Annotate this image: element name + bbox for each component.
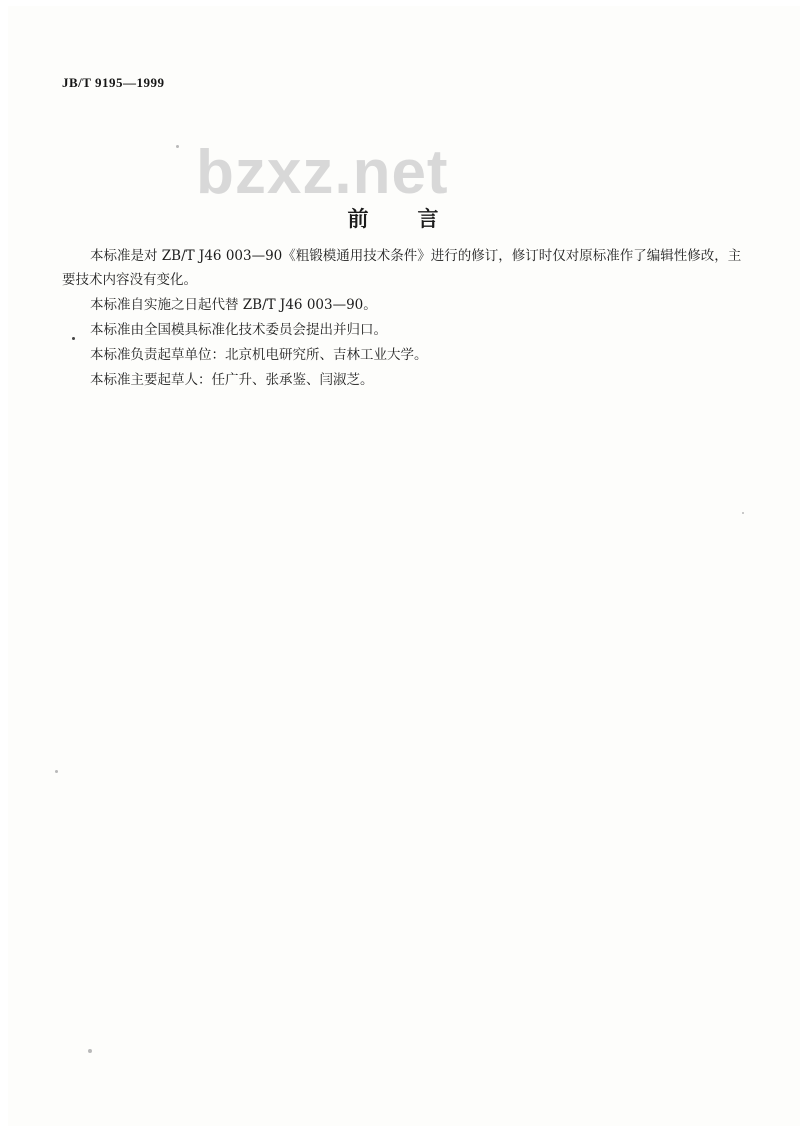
paragraph: 本标准自实施之日起代替 ZB/T J46 003—90。 [90,297,377,313]
scan-edge-bottom [0,1126,800,1136]
paragraph: 本标准是对 ZB/T J46 003—90《粗锻模通用技术条件》进行的修订，修订时仅对原标准作了编辑性修改，主要技术内容没有变化。 [62,248,742,288]
scan-speck [55,770,58,773]
standard-code-header: JB/T 9195—1999 [62,75,165,90]
scan-edge-left [0,0,8,1136]
margin-dot-icon [72,337,75,340]
scan-speck [176,145,179,148]
scan-speck [88,1049,92,1053]
watermark-text: bzxz.net [196,138,449,207]
scan-speck [742,512,744,514]
foreword-body [62,244,752,393]
paragraph: 本标准由全国模具标准化技术委员会提出并归口。 [90,322,387,338]
page-title: 前 言 [347,206,453,231]
paragraph: 本标准主要起草人：任广升、张承鉴、闫淑芝。 [90,372,374,388]
scan-edge-top [0,0,800,6]
paragraph: 本标准负责起草单位：北京机电研究所、吉林工业大学。 [90,347,428,363]
